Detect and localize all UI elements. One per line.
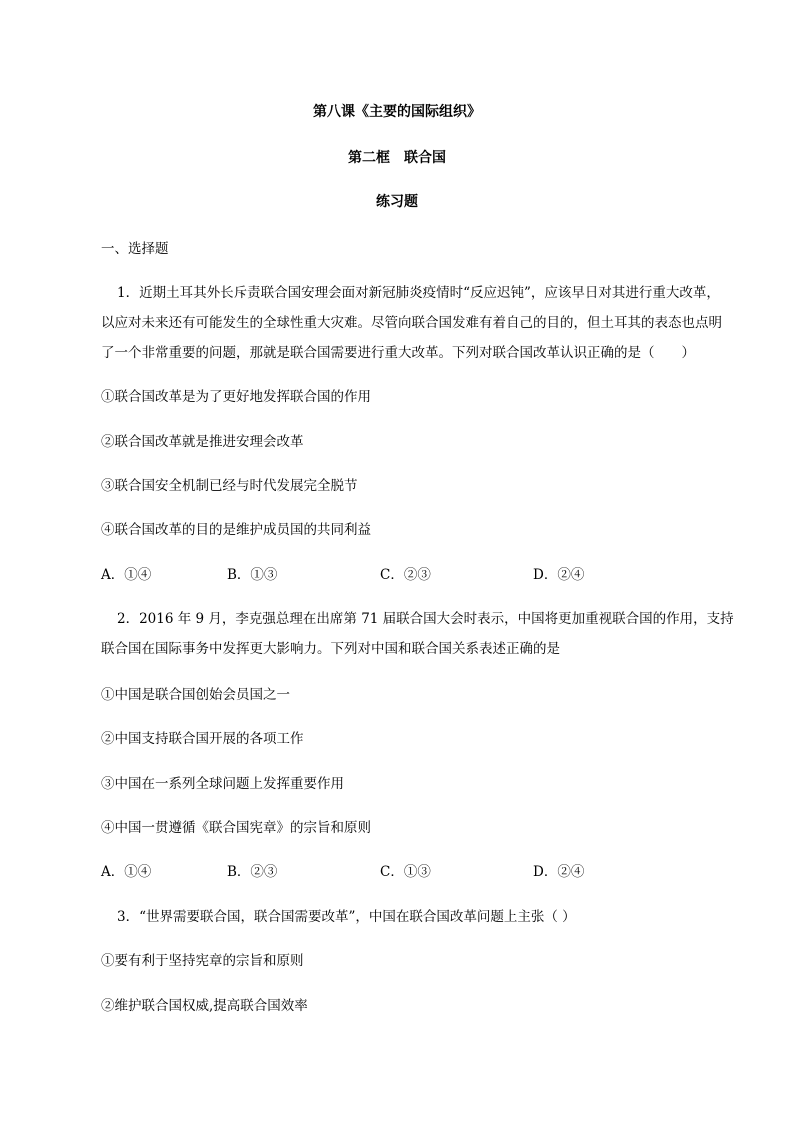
question-1-statement-2: ②联合国改革就是推进安理会改革 xyxy=(101,434,304,450)
question-1-stem-line-1: 1．近期土耳其外长斥责联合国安理会面对新冠肺炎疫情时“反应迟钝”，应该早日对其进行重大改革， xyxy=(117,285,720,301)
question-2-stem-line-1: 2．2016 年 9 月，李克强总理在出席第 71 届联合国大会时表示，中国将更加重视联合国的作用，支持 xyxy=(117,611,734,627)
question-2-statement-1: ①中国是联合国创始会员国之一 xyxy=(101,687,290,703)
question-2-statement-3: ③中国在一系列全球问题上发挥重要作用 xyxy=(101,776,344,792)
question-1-stem-line-3: 了一个非常重要的问题，那就是联合国需要进行重大改革。下列对联合国改革认识正确的是（ ） xyxy=(101,345,695,361)
question-2-option-c[interactable]: C．①③ xyxy=(380,864,431,880)
question-2-statement-2: ②中国支持联合国开展的各项工作 xyxy=(101,731,304,747)
section-title: 第二框 联合国 xyxy=(348,150,446,166)
section-label: 一、选择题 xyxy=(101,241,169,257)
question-1-stem-line-2: 以应对未来还有可能发生的全球性重大灾难。尽管向联合国发难有着自己的目的，但土耳其的表态也点明 xyxy=(101,315,722,331)
question-1-option-a[interactable]: A．①④ xyxy=(101,567,152,583)
question-1-option-c[interactable]: C．②③ xyxy=(380,567,431,583)
question-1-option-d[interactable]: D．②④ xyxy=(533,567,585,583)
question-3-statement-2: ②维护联合国权威,提高联合国效率 xyxy=(101,998,308,1014)
question-3-statement-1: ①要有利于坚持宪章的宗旨和原则 xyxy=(101,953,304,969)
exercise-title: 练习题 xyxy=(376,194,418,210)
question-1-statement-3: ③联合国安全机制已经与时代发展完全脱节 xyxy=(101,478,358,494)
question-1-option-b[interactable]: B．①③ xyxy=(227,567,278,583)
question-2-statement-4: ④中国一贯遵循《联合国宪章》的宗旨和原则 xyxy=(101,820,371,836)
question-1-statement-1: ①联合国改革是为了更好地发挥联合国的作用 xyxy=(101,389,371,405)
question-2-option-b[interactable]: B．②③ xyxy=(227,864,278,880)
lesson-title: 第八课《主要的国际组织》 xyxy=(313,104,481,120)
question-2-option-a[interactable]: A．①④ xyxy=(101,864,152,880)
question-2-option-d[interactable]: D．②④ xyxy=(533,864,585,880)
question-2-stem-line-2: 联合国在国际事务中发挥更大影响力。下列对中国和联合国关系表述正确的是 xyxy=(101,641,560,657)
question-1-statement-4: ④联合国改革的目的是维护成员国的共同利益 xyxy=(101,522,371,538)
question-3-stem-line-1: 3．“世界需要联合国，联合国需要改革”，中国在联合国改革问题上主张（ ） xyxy=(117,909,576,925)
